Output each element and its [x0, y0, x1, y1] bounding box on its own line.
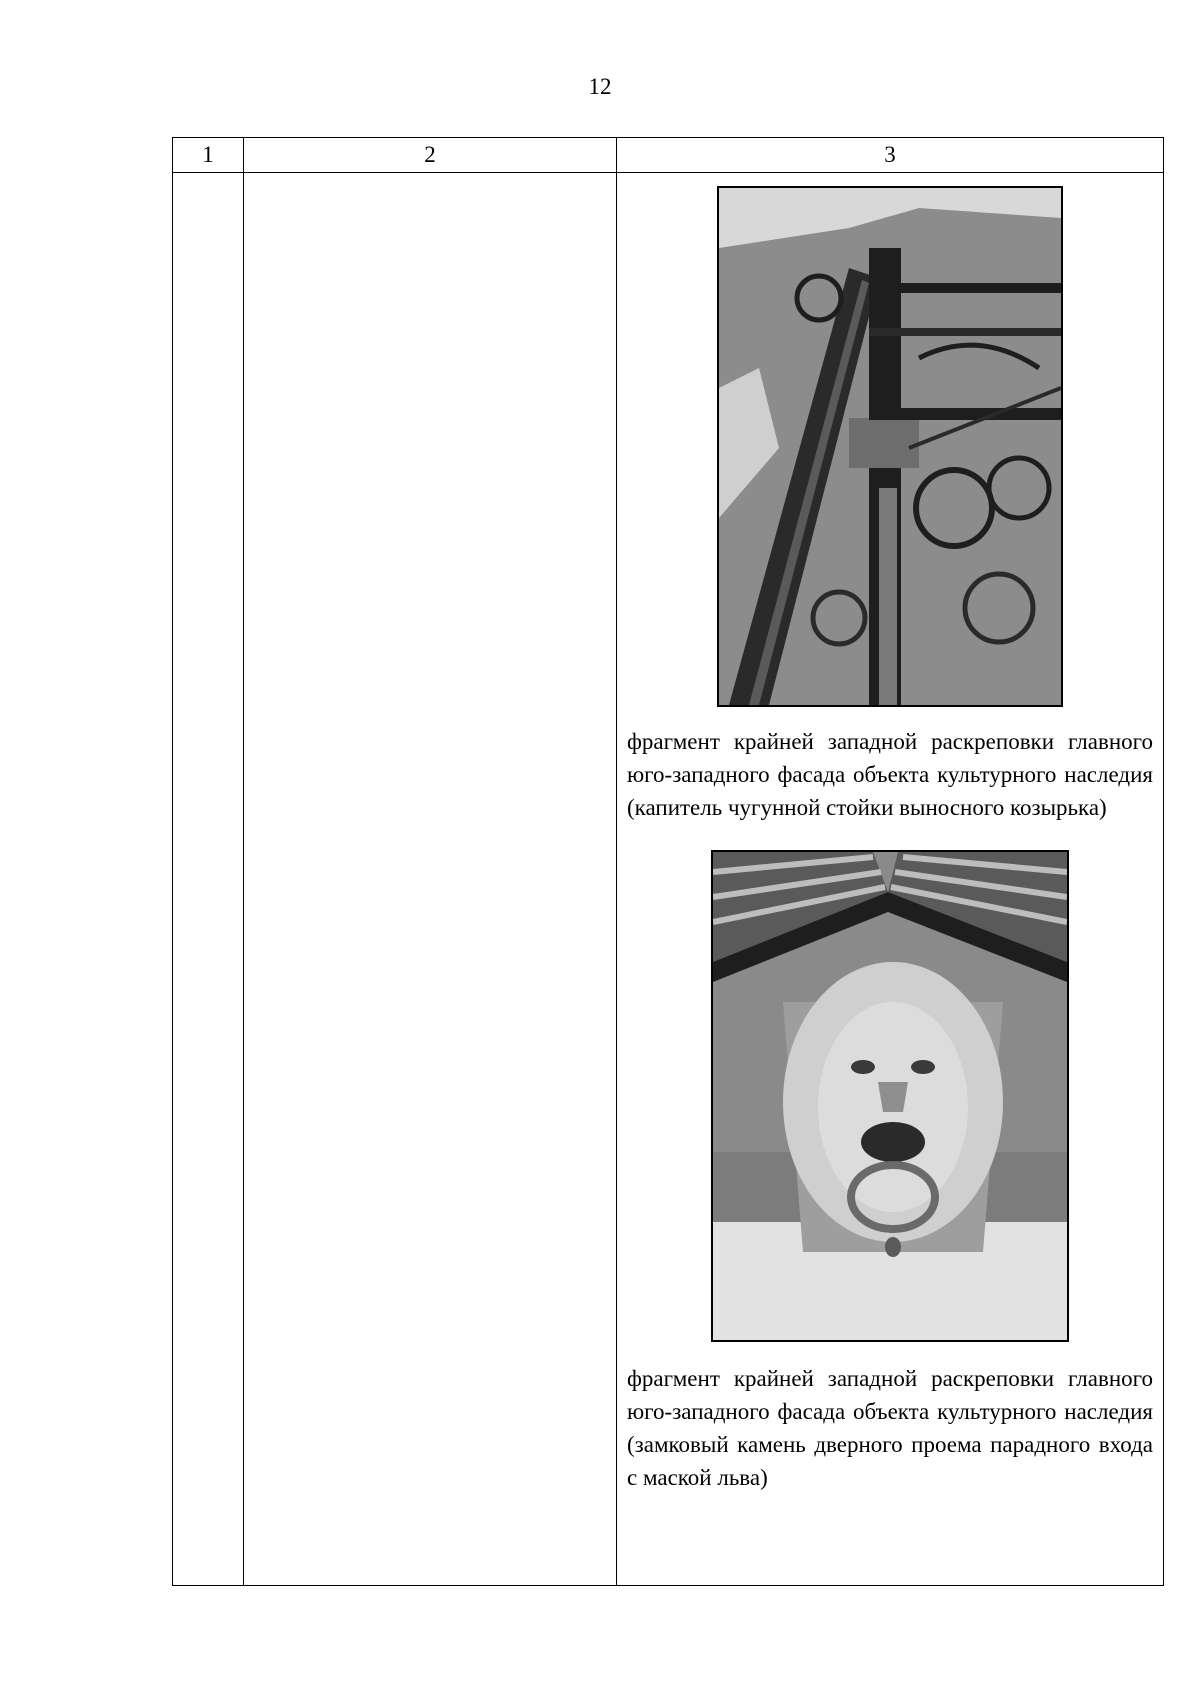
table-header-row — [173, 138, 1164, 173]
photo-lion-keystone — [711, 850, 1069, 1342]
cell-col-1 — [173, 173, 244, 1586]
page-number: 12 — [588, 74, 612, 99]
cell-col-3 — [617, 173, 1164, 1586]
header-col-3: 3 — [617, 138, 1164, 173]
figure-capital — [617, 173, 1163, 824]
figure-caption: фрагмент крайней западной раскреповки главного юго-западного фасада объекта культурного наследия (замковый камень дверного проема парадного входа с маской льва) — [627, 1366, 1153, 1490]
header-col-1: 1 — [173, 138, 244, 173]
cell-col-2 — [244, 173, 617, 1586]
figure-lion-mask — [617, 824, 1163, 1494]
photo-column-capital — [717, 186, 1063, 707]
header-col-2: 2 — [244, 138, 617, 173]
table-row — [173, 173, 1164, 1586]
figure-caption: фрагмент крайней западной раскреповки главного юго-западного фасада объекта культурного наследия (капитель чугунной стойки выносного козырька) — [627, 729, 1153, 820]
document-table — [172, 137, 1164, 1586]
